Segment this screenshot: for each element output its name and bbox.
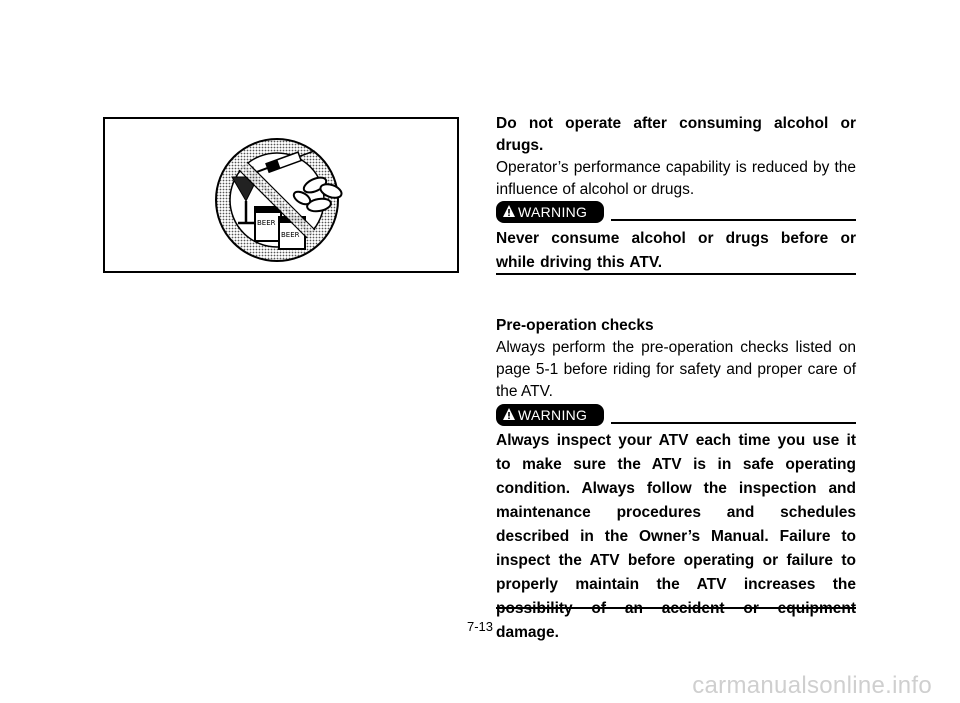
warning-banner-2 [496, 404, 856, 426]
preop-body: Always perform the pre-operation checks listed on page 5-1 before riding for safety and proper care of the ATV. [496, 339, 856, 400]
warning-divider [611, 422, 856, 424]
illustration-frame [103, 117, 459, 273]
warning-badge [496, 404, 604, 426]
watermark: carmanualsonline.info [692, 672, 932, 699]
alcohol-warning-text: Never consume alcohol or drugs before or while driving this ATV. [496, 230, 856, 271]
warning-label: WARNING [518, 407, 588, 423]
preop-title: Pre-operation checks [496, 317, 654, 334]
warning-end-rule-1 [496, 273, 856, 275]
preop-warning-text: Always inspect your ATV each time you use it to make sure the ATV is in safe operating condition. Always follow the inspection and maintenance procedures and schedules described in the Owner’s Manual. Failure to inspect the ATV before operating or failure to properly maintain the ATV increases the possibility of an accident or equipment damage. [496, 432, 856, 641]
can-label-2: BEER [281, 231, 300, 239]
warning-triangle-icon [502, 204, 516, 218]
page-number: 7-13 [466, 619, 494, 634]
can-label-1: BEER [257, 219, 276, 227]
warning-banner-1 [496, 201, 856, 223]
warning-triangle-icon [502, 407, 516, 421]
alcohol-body: Operator’s performance capability is reduced by the influence of alcohol or drugs. [496, 159, 856, 198]
warning-divider [611, 219, 856, 221]
no-alcohol-or-drugs-icon [105, 119, 457, 271]
warning-label: WARNING [518, 204, 588, 220]
warning-badge [496, 201, 604, 223]
alcohol-heading: Do not operate after consuming alcohol or drugs. [496, 115, 856, 154]
warning-end-rule-2 [496, 607, 856, 609]
